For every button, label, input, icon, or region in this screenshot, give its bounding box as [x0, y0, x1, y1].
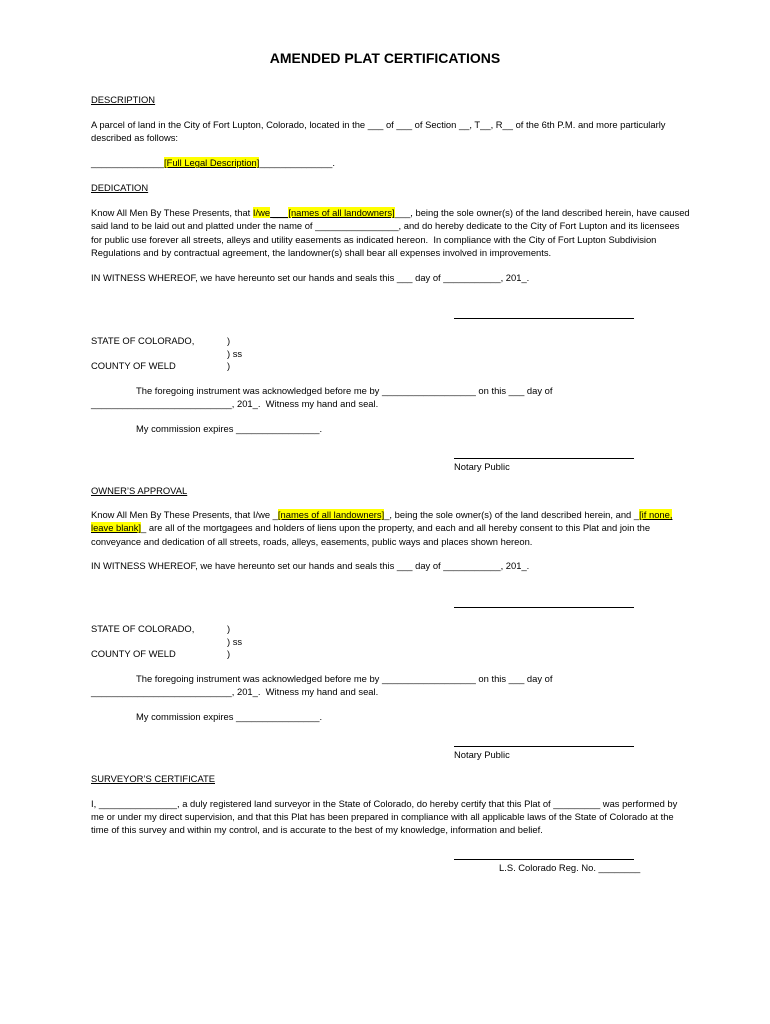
- dedication-line-2: said land to be laid out and platted under the name of ________________, and do hereby dedicate to the City of Fort Lupton and its licensees: [91, 220, 680, 231]
- owners-prefix: Know All Men By These Presents, that I/we _: [91, 509, 278, 520]
- legal-description-line: [91, 157, 335, 169]
- owners-county: COUNTY OF WELD: [91, 648, 176, 659]
- owners-paren-2: ): [227, 648, 231, 659]
- dedication-line-4: Regulations and by contractual agreement, the landowner(s) shall bear all expenses involved in improvements.: [91, 247, 552, 258]
- description-line-2: described as follows:: [91, 132, 179, 143]
- owners-ss: ) ss: [227, 636, 243, 647]
- dedication-notary-label: Notary Public: [454, 461, 510, 472]
- dedication-ss: ) ss: [227, 348, 243, 359]
- dedication-notary-signature-line[interactable]: [454, 458, 634, 459]
- surveyor-reg-no: L.S. Colorado Reg. No. ________: [499, 862, 641, 873]
- legal-prefix: ______________: [91, 157, 164, 168]
- owners-line-1-middle: _, being the sole owner(s) of the land described herein, and _: [384, 509, 640, 520]
- dedication-county: COUNTY OF WELD: [91, 360, 176, 371]
- dedication-state: STATE OF COLORADO,: [91, 335, 195, 346]
- owners-line-2-rest: _ are all of the mortgagees and holders of liens upon the property, and each and all hereby consent to this Plat and join the: [141, 522, 651, 533]
- dedication-paren-1: ): [227, 335, 231, 346]
- if-none-field[interactable]: [if none,: [639, 509, 673, 520]
- owners-state: STATE OF COLORADO,: [91, 623, 195, 634]
- dedication-line-3: for public use forever all streets, alleys and utility easements as indicated hereon. In compliance with the City of Fort Lupton Subdivision: [91, 234, 657, 245]
- owners-line-2: [91, 522, 650, 534]
- landowners-names-field[interactable]: [names of all landowners]: [288, 207, 395, 218]
- dedication-line-1: [91, 207, 690, 219]
- owners-notary-signature-line[interactable]: [454, 746, 634, 747]
- iwe-field[interactable]: I/we: [252, 207, 271, 218]
- dedication-signature-line[interactable]: [454, 318, 634, 319]
- owners-ack-line-1: The foregoing instrument was acknowledged before me by __________________ on this ___ day of: [136, 673, 553, 684]
- owners-paren-1: ): [227, 623, 231, 634]
- dedication-commission: My commission expires ________________.: [136, 423, 323, 434]
- legal-suffix: ______________.: [259, 157, 335, 168]
- owners-line-1: [91, 509, 672, 521]
- dedication-line-1-rest: ___, being the sole owner(s) of the land described herein, have caused: [394, 207, 690, 218]
- surveyor-signature-line[interactable]: [454, 859, 634, 860]
- leave-blank-field[interactable]: leave blank]: [91, 522, 142, 533]
- owners-signature-line[interactable]: [454, 607, 634, 608]
- dedication-prefix: Know All Men By These Presents, that: [91, 207, 253, 218]
- surveyor-heading: SURVEYOR’S CERTIFICATE: [91, 773, 215, 784]
- owners-approval-heading: OWNER’S APPROVAL: [91, 485, 188, 496]
- dedication-ack-line-1: The foregoing instrument was acknowledged before me by __________________ on this ___ day of: [136, 385, 553, 396]
- dedication-paren-2: ): [227, 360, 231, 371]
- owners-line-3: conveyance and dedication of all streets, roads, alleys, easements, public ways and places shown hereon.: [91, 536, 533, 547]
- description-heading: DESCRIPTION: [91, 94, 156, 105]
- surveyor-line-2: me or under my direct supervision, and that this Plat has been prepared in compliance with all applicable laws of the State of Colorado at the: [91, 811, 674, 822]
- owners-witness: IN WITNESS WHEREOF, we have hereunto set our hands and seals this ___ day of ___________, 201_.: [91, 560, 530, 571]
- dedication-blank: ___: [270, 207, 289, 218]
- surveyor-line-1: I, _______________, a duly registered land surveyor in the State of Colorado, do hereby certify that this Plat of _________ was performed by: [91, 798, 678, 809]
- owners-ack-line-2: ___________________________, 201_. Witness my hand and seal.: [91, 686, 379, 697]
- page-title: AMENDED PLAT CERTIFICATIONS: [269, 50, 501, 66]
- owners-commission: My commission expires ________________.: [136, 711, 323, 722]
- owners-notary-label: Notary Public: [454, 749, 510, 760]
- description-line-1: A parcel of land in the City of Fort Lupton, Colorado, located in the ___ of ___ of Section __, T__, R__ of the 6th P.M. and more particularly: [91, 119, 666, 130]
- dedication-heading: DEDICATION: [91, 182, 149, 193]
- legal-description-field[interactable]: [Full Legal Description]: [164, 157, 260, 168]
- dedication-witness: IN WITNESS WHEREOF, we have hereunto set our hands and seals this ___ day of ___________, 201_.: [91, 272, 530, 283]
- owners-landowners-names-field[interactable]: [names of all landowners]: [277, 509, 385, 520]
- dedication-ack-line-2: ___________________________, 201_. Witness my hand and seal.: [91, 398, 379, 409]
- surveyor-line-3: time of this survey and within my control, and is accurate to the best of my knowledge, information and belief.: [91, 824, 543, 835]
